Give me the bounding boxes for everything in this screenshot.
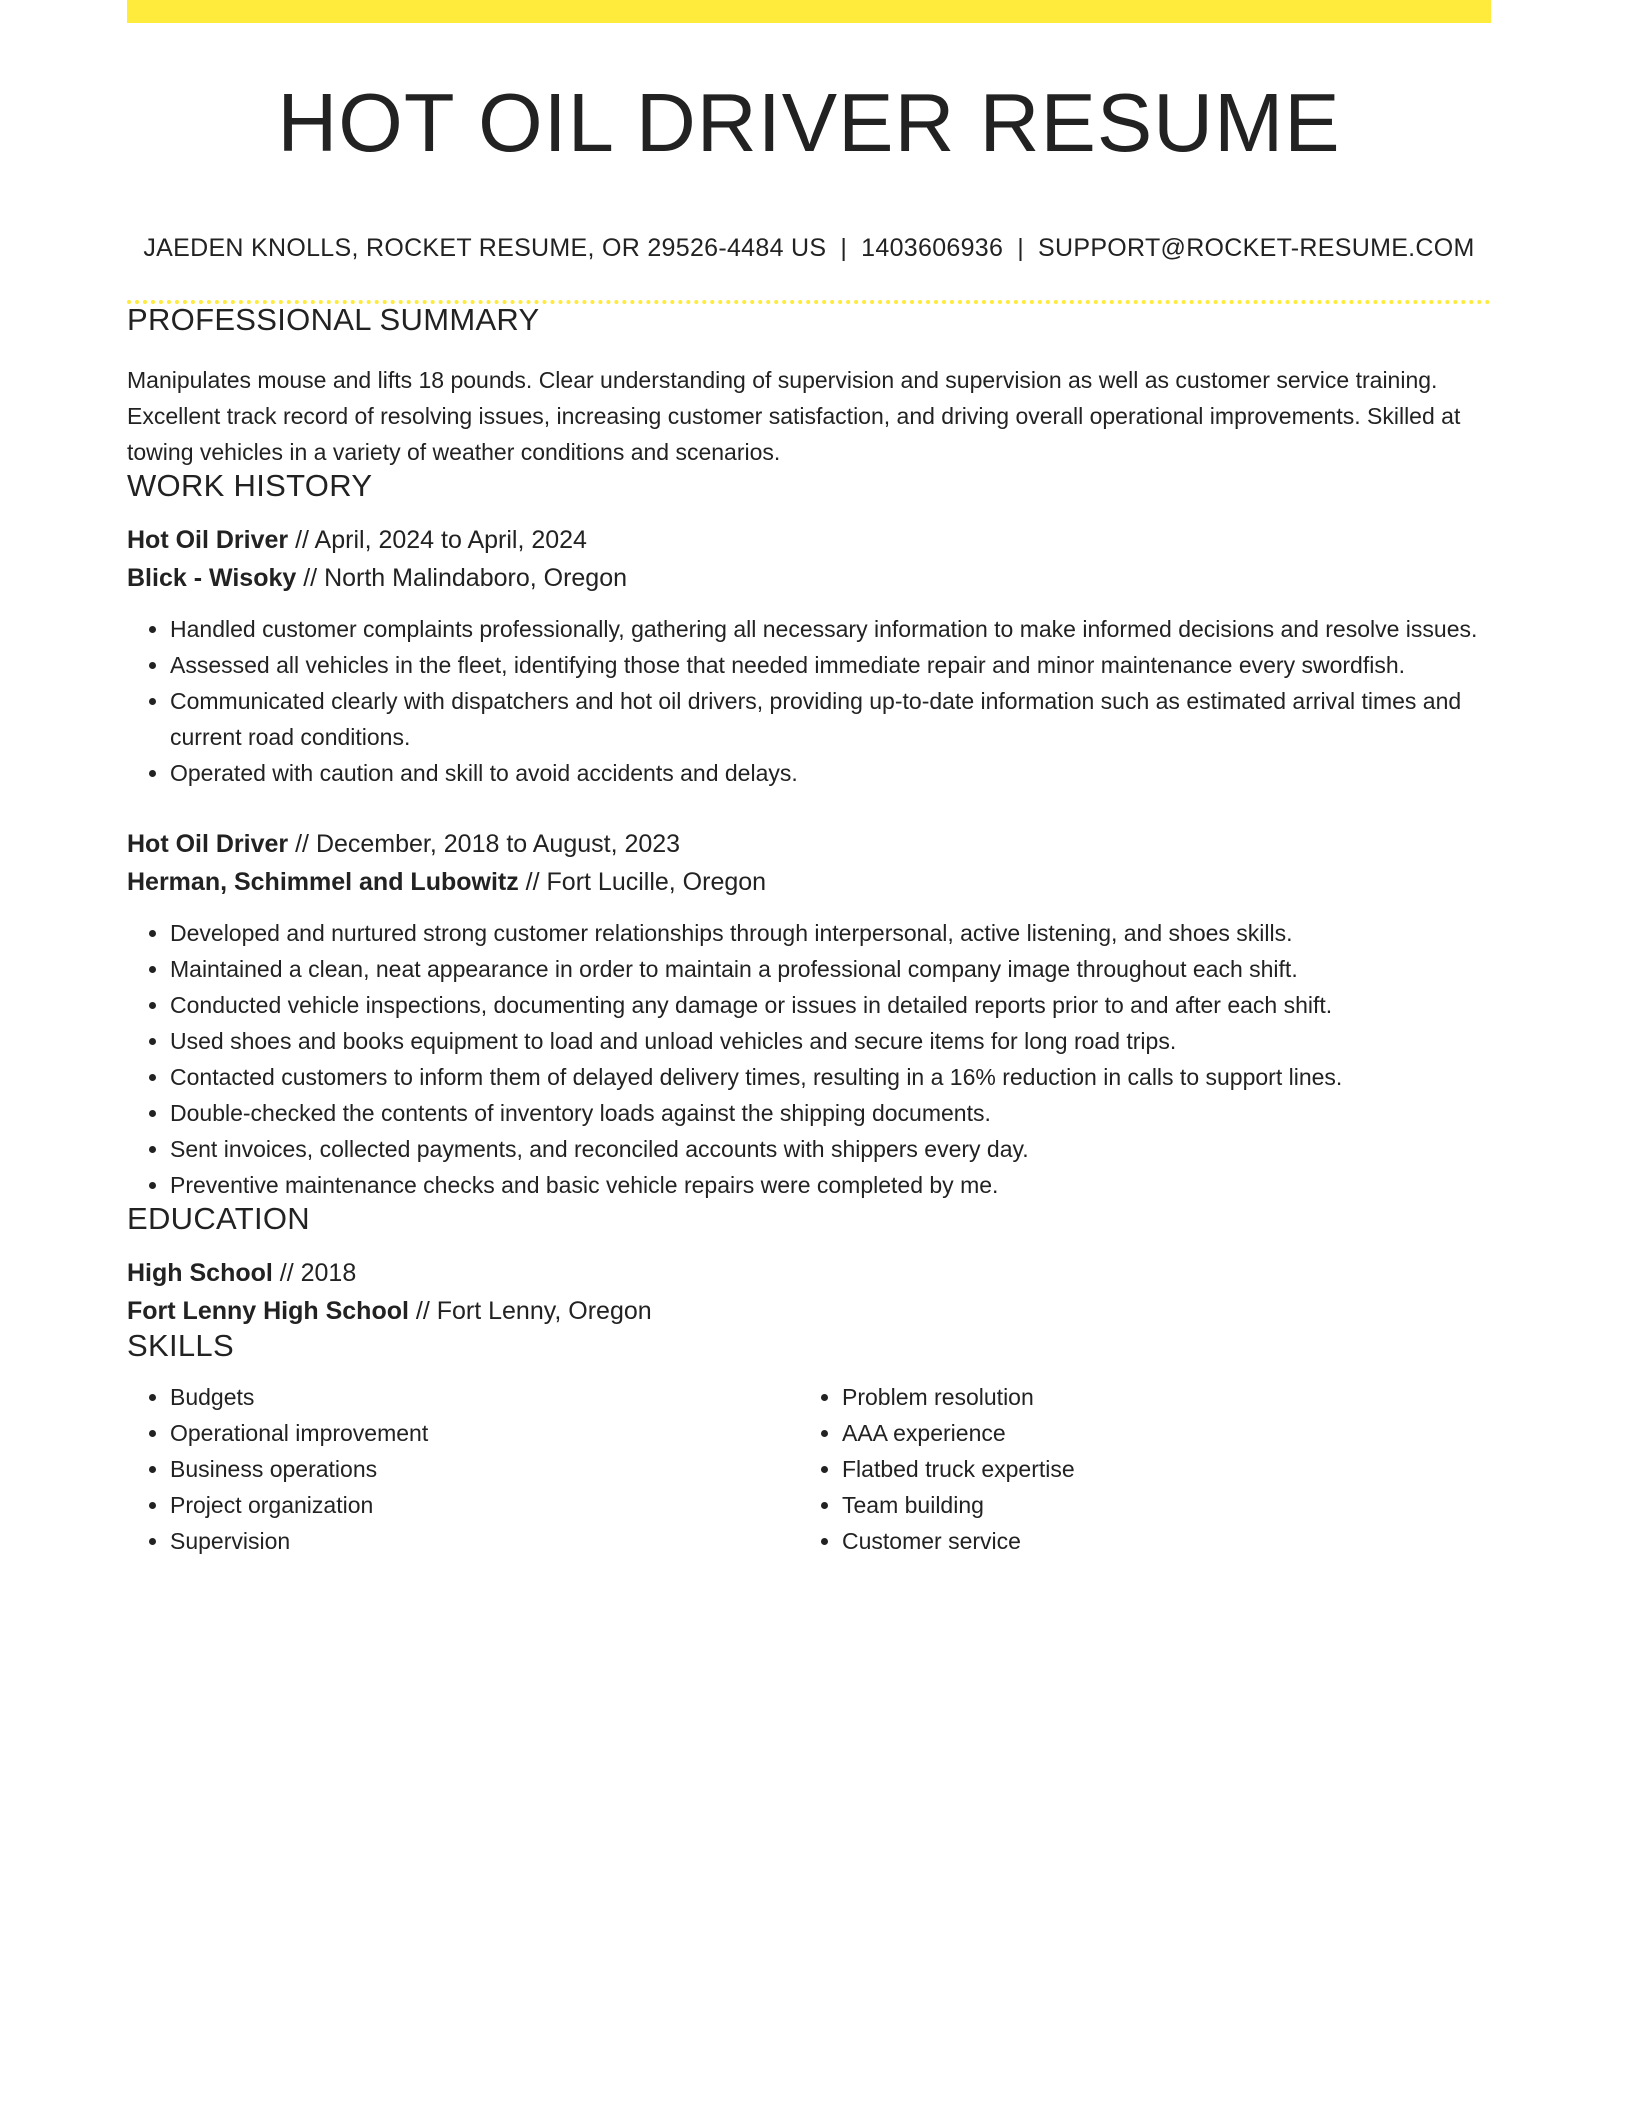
contact-line	[127, 236, 1491, 261]
contact-phone: 1403606936	[861, 234, 1004, 262]
job-title-line	[127, 521, 1491, 559]
job-location: // Fort Lucille, Oregon	[518, 868, 767, 896]
job-bullet: • Used shoes and books equipment to load and unload vehicles and secure items for long road trips.	[170, 1023, 1491, 1059]
summary-text: Manipulates mouse and lifts 18 pounds. Clear understanding of supervision and supervision as well as customer service training. Excellent track record of resolving issues, increasing customer satisfaction, and driving overall operational improvements. Skilled at towing vehicles in a variety of weather conditions and scenarios.	[127, 367, 1461, 465]
skill-item: • Business operations	[170, 1451, 799, 1487]
job-company: Herman, Schimmel and Lubowitz	[127, 868, 519, 896]
skill-item: • Operational improvement	[170, 1415, 799, 1451]
job-bullet: • Double-checked the contents of inventory loads against the shipping documents.	[170, 1095, 1491, 1131]
education-heading: EDUCATION	[127, 1201, 310, 1236]
job-bullets	[127, 611, 1491, 791]
job-bullets	[127, 915, 1491, 1203]
contact-separator: |	[840, 234, 848, 262]
contact-email: SUPPORT@ROCKET-RESUME.COM	[1038, 234, 1475, 262]
skill-item: • Supervision	[170, 1523, 799, 1559]
job-company-line	[127, 559, 1491, 597]
skill-item: • Flatbed truck expertise	[842, 1451, 1471, 1487]
job-entry	[127, 825, 1491, 1203]
job-bullet: • Operated with caution and skill to avoid accidents and delays.	[170, 755, 1491, 791]
skill-item: • AAA experience	[842, 1415, 1471, 1451]
job-bullet: • Maintained a clean, neat appearance in order to maintain a professional company image throughout each shift.	[170, 951, 1491, 987]
education-location: // Fort Lenny, Oregon	[408, 1297, 652, 1325]
skills-heading: SKILLS	[127, 1328, 234, 1363]
skill-item: • Problem resolution	[842, 1379, 1471, 1415]
job-bullet: • Contacted customers to inform them of delayed delivery times, resulting in a 16% reduction in calls to support lines.	[170, 1059, 1491, 1095]
education-degree-line	[127, 1254, 1491, 1292]
work-history-heading: WORK HISTORY	[127, 468, 373, 503]
job-bullet: • Communicated clearly with dispatchers and hot oil drivers, providing up-to-date information such as estimated arrival times and current road conditions.	[170, 683, 1491, 755]
skill-item: • Customer service	[842, 1523, 1471, 1559]
job-bullet: • Developed and nurtured strong customer relationships through interpersonal, active listening, and shoes skills.	[170, 915, 1491, 951]
education-degree: High School	[127, 1259, 273, 1287]
skill-item: • Project organization	[170, 1487, 799, 1523]
education-school: Fort Lenny High School	[127, 1297, 409, 1325]
job-dates: // April, 2024 to April, 2024	[288, 526, 587, 554]
job-title-line	[127, 825, 1491, 863]
contact-address: JAEDEN KNOLLS, ROCKET RESUME, OR 29526-4484 US	[143, 234, 827, 262]
contact-separator: |	[1017, 234, 1025, 262]
job-location: // North Malindaboro, Oregon	[296, 564, 628, 592]
skills-left-column	[127, 1379, 799, 1559]
accent-top-bar	[127, 0, 1491, 23]
skills-grid	[127, 1379, 1491, 1559]
job-company: Blick - Wisoky	[127, 564, 297, 592]
job-title: Hot Oil Driver	[127, 526, 289, 554]
job-company-line	[127, 863, 1491, 901]
summary-heading: PROFESSIONAL SUMMARY	[127, 302, 540, 337]
skill-item: • Budgets	[170, 1379, 799, 1415]
job-bullet: • Preventive maintenance checks and basic vehicle repairs were completed by me.	[170, 1167, 1491, 1203]
job-bullet: • Sent invoices, collected payments, and reconciled accounts with shippers every day.	[170, 1131, 1491, 1167]
resume-page	[127, 0, 1491, 1559]
job-bullet: • Handled customer complaints professionally, gathering all necessary information to make informed decisions and resolve issues.	[170, 611, 1491, 647]
job-entry	[127, 521, 1491, 791]
skill-item: • Team building	[842, 1487, 1471, 1523]
skills-right-column	[799, 1379, 1471, 1559]
page-title: HOT OIL DRIVER RESUME	[277, 76, 1341, 169]
job-bullet: • Assessed all vehicles in the fleet, identifying those that needed immediate repair and minor maintenance every swordfish.	[170, 647, 1491, 683]
job-dates: // December, 2018 to August, 2023	[288, 830, 681, 858]
job-title: Hot Oil Driver	[127, 830, 289, 858]
job-bullet: • Conducted vehicle inspections, documenting any damage or issues in detailed reports prior to and after each shift.	[170, 987, 1491, 1023]
education-year: // 2018	[272, 1259, 357, 1287]
education-school-line	[127, 1292, 1491, 1330]
